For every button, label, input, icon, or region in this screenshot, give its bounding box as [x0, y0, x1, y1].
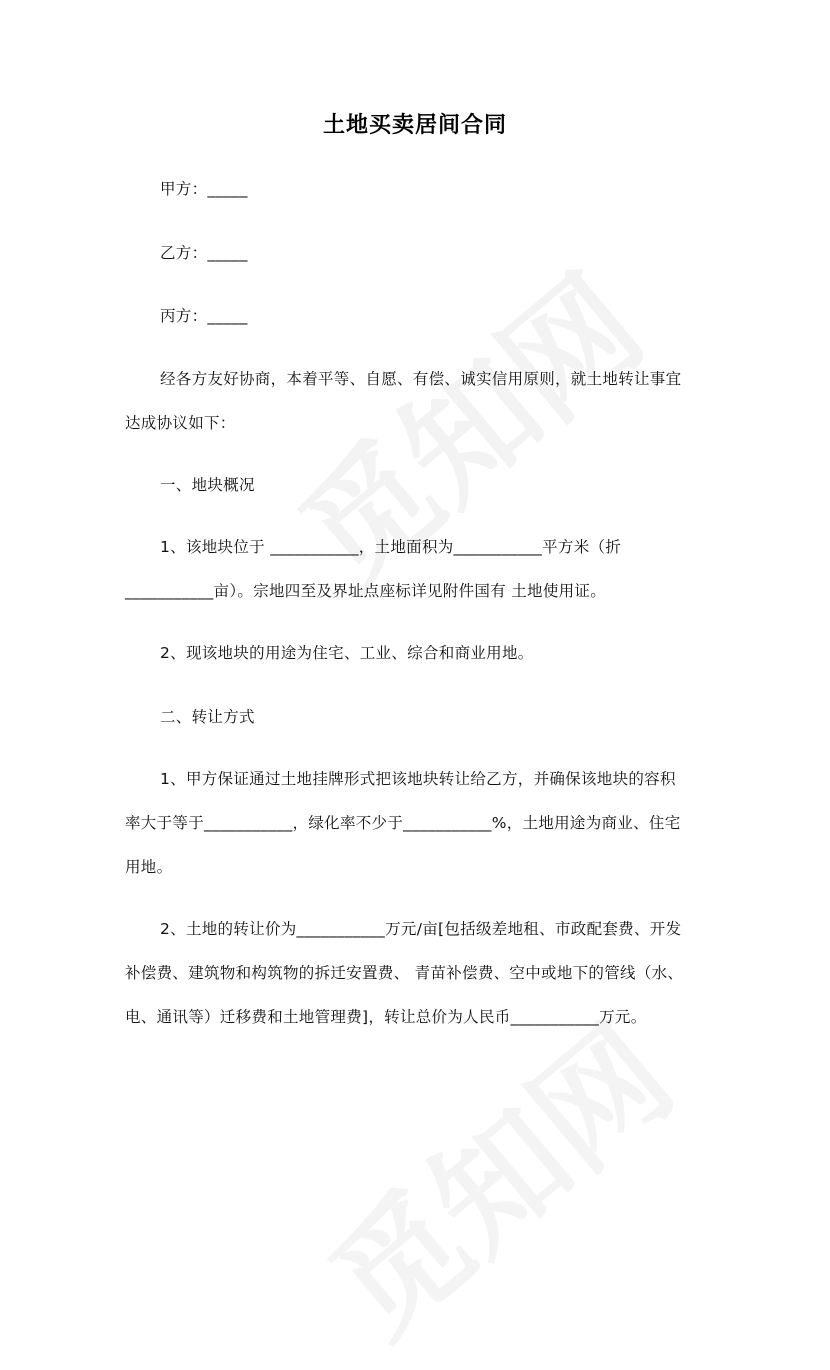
party-c-line: 丙方：_____	[160, 307, 248, 325]
party-b-line: 乙方：_____	[160, 244, 248, 262]
section-heading-1: 一、地块概况	[160, 476, 255, 494]
watermark-bottom	[286, 977, 705, 1370]
party-a-line: 甲方：_____	[160, 180, 248, 198]
clause-2-2-line-3: 电、通讯等）迁移费和土地管理费]，转让总价为人民币___________万元。	[125, 1008, 647, 1026]
document-title: 土地买卖居间合同	[322, 113, 507, 138]
clause-2-2-line-1: 2、土地的转让价为___________万元/亩[包括级差地租、市政配套费、开发	[160, 920, 682, 938]
preamble-line-1: 经各方友好协商，本着平等、自愿、有偿、诚实信用原则，就土地转让事宜	[160, 370, 682, 388]
section-heading-2: 二、转让方式	[160, 708, 255, 726]
clause-2-1-line-2: 率大于等于___________，绿化率不少于___________%，土地用途为商业、住宅	[125, 814, 681, 832]
clause-1-1-line-2: ___________亩）。宗地四至及界址点座标详见附件国有 土地使用证。	[125, 582, 607, 600]
watermark	[256, 227, 675, 621]
preamble-line-2: 达成协议如下：	[125, 414, 236, 432]
clause-2-1-line-3: 用地。	[125, 858, 173, 876]
clause-1-1-line-1: 1、该地块位于 ___________，土地面积为___________平方米（折	[160, 538, 622, 556]
clause-2-2-line-2: 补偿费、建筑物和构筑物的拆迁安置费、 青苗补偿费、空中或地下的管线（水、	[125, 964, 684, 982]
clause-1-2: 2、现该地块的用途为住宅、工业、综合和商业用地。	[160, 644, 534, 662]
clause-2-1-line-1: 1、甲方保证通过土地挂牌形式把该地块转让给乙方，并确保该地块的容积	[160, 770, 676, 788]
